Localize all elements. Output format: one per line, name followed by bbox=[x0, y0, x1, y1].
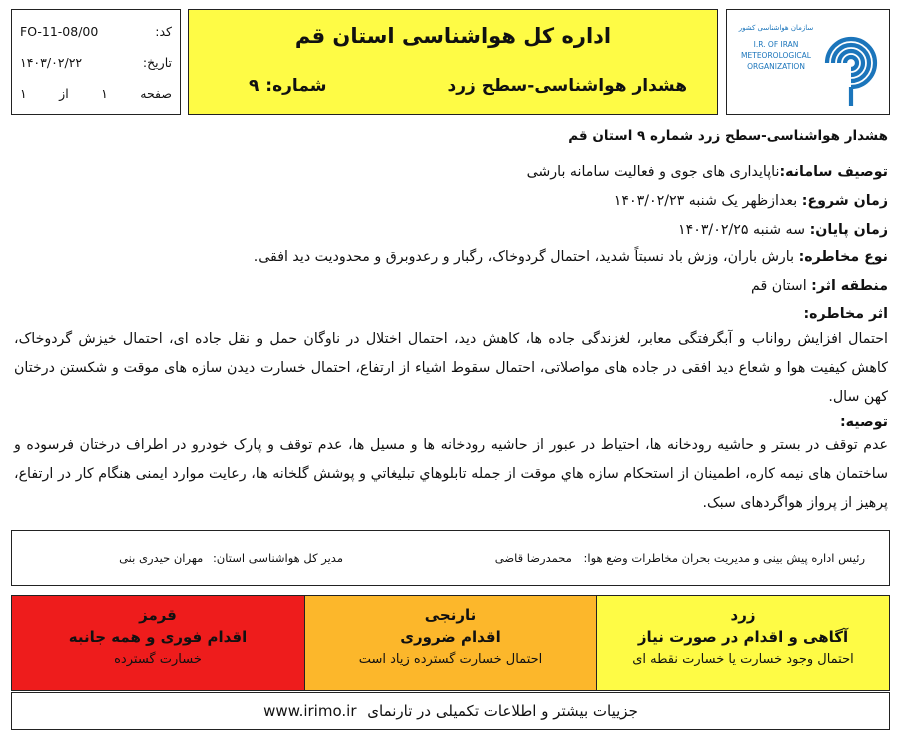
impact-label: اثر مخاطره: bbox=[803, 306, 888, 322]
crisis-head-signature bbox=[495, 551, 865, 565]
warning-number: شماره: ۹ bbox=[249, 76, 327, 96]
signature-box bbox=[11, 530, 890, 586]
logo-en-line3: ORGANIZATION bbox=[747, 62, 805, 71]
director-name: مهران حیدری بنی bbox=[119, 551, 204, 565]
level-yellow-box bbox=[596, 595, 890, 691]
hazard-type-value: بارش باران، وزش باد نسبتاً شدید، احتمال گردوخاک، رگبار و رعدوبرق و محدودیت دید افقی. bbox=[253, 249, 799, 265]
code-row bbox=[20, 16, 172, 47]
level-red-box bbox=[11, 595, 305, 691]
footer bbox=[11, 692, 890, 730]
level-yellow-desc: احتمال وجود خسارت یا خسارت نقطه ای bbox=[632, 652, 854, 667]
code-label: کد: bbox=[155, 24, 172, 39]
level-orange-name: نارنجی bbox=[424, 606, 477, 624]
advice-label: توصیه: bbox=[839, 414, 888, 430]
page-current: ۱ bbox=[101, 86, 108, 101]
code-value: FO-11-08/00 bbox=[20, 24, 99, 39]
website-link[interactable]: www.irimo.ir bbox=[263, 702, 357, 720]
level-orange-desc: احتمال خسارت گسترده زیاد است bbox=[358, 652, 543, 667]
system-value: ناپایداری های جوی و فعالیت سامانه بارشی bbox=[526, 164, 780, 180]
level-red-name: قرمز bbox=[139, 606, 177, 624]
page-of: از bbox=[59, 86, 69, 101]
start-time bbox=[614, 193, 888, 209]
start-label: زمان شروع: bbox=[801, 193, 888, 209]
level-red-desc: خسارت گسترده bbox=[114, 652, 202, 667]
end-time bbox=[678, 222, 888, 238]
logo-fa-text: سازمان هواشناسی کشور bbox=[738, 24, 814, 32]
page-row bbox=[20, 78, 172, 109]
director-signature bbox=[119, 551, 343, 565]
page-title: اداره کل هواشناسی استان قم bbox=[294, 24, 612, 48]
hazard-type-label: نوع مخاطره: bbox=[798, 249, 888, 265]
warning-heading: هشدار هواشناسی-سطح زرد شماره ۹ استان قم bbox=[568, 128, 888, 144]
level-yellow-action: آگاهی و اقدام در صورت نیاز bbox=[637, 628, 849, 646]
impact-text: احتمال افزایش رواناب و آبگرفتگی معابر، لغزندگی جاده ها، کاهش دید، احتمال اختلال در ناوگان حمل و نقل جاده ای، احتمال خیزش گردوخاک، کاهش کیفیت هوا و شعاع دید افقی در جاده های مواصلاتی، احتمال سقوط اشیاء از ارتفاع، احتمال خسارت دیدن سازه های موقت و شکستن درختان کهن سال. bbox=[14, 331, 888, 405]
title-box bbox=[188, 9, 718, 115]
advice-text: عدم توقف در بستر و حاشیه رودخانه ها، احتیاط در عبور از حاشیه رودخانه ها و مسیل ها، عدم توقف و پارک خودرو در اطراف درختان فرسوده و ساختمان های نیمه کاره، اطمینان از استحکام سازه هاي موقت از جمله تابلوهاي تبليغاتي و پوشش گلخانه ها، رعایت موارد ایمنی هنگام کار در ارتفاع، پرهیز از پرواز هواگردهای سبک. bbox=[14, 437, 888, 511]
start-value: بعدازظهر یک شنبه ۱۴۰۳/۰۲/۲۳ bbox=[613, 193, 802, 209]
page-label: صفحه bbox=[140, 86, 172, 101]
page-total: ۱ bbox=[20, 86, 27, 101]
document-meta-box bbox=[11, 9, 181, 115]
crisis-head-label: رئیس اداره پیش بینی و مدیریت بحران مخاطرات وضع هوا: bbox=[583, 551, 865, 565]
level-red-action: اقدام فوری و همه جانبه bbox=[68, 628, 248, 646]
level-yellow-name: زرد bbox=[730, 606, 756, 624]
area-value: استان قم bbox=[751, 278, 812, 294]
system-label: توصیف سامانه: bbox=[779, 164, 888, 180]
hazard-type bbox=[254, 249, 888, 265]
logo-en-line1: I.R. OF IRAN bbox=[753, 40, 799, 49]
end-value: سه شنبه ۱۴۰۳/۰۲/۲۵ bbox=[677, 222, 810, 238]
logo-box bbox=[726, 9, 890, 115]
date-label: تاریخ: bbox=[142, 55, 172, 70]
date-row bbox=[20, 47, 172, 78]
warning-level-title: هشدار هواشناسی-سطح زرد bbox=[447, 76, 687, 96]
date-value: ۱۴۰۳/۰۲/۲۲ bbox=[20, 55, 83, 70]
director-label: مدیر کل هواشناسی استان: bbox=[212, 551, 343, 565]
end-label: زمان پایان: bbox=[809, 222, 888, 238]
impact-area bbox=[751, 278, 888, 294]
footer-text: جزییات بیشتر و اطلاعات تکمیلی در تارنمای bbox=[367, 702, 638, 720]
area-label: منطقه اثر: bbox=[811, 278, 888, 294]
logo-en-line2: METEOROLOGICAL bbox=[741, 51, 811, 60]
level-orange-box bbox=[304, 595, 597, 691]
level-orange-action: اقدام ضروری bbox=[400, 628, 501, 646]
irimo-logo-icon bbox=[819, 18, 883, 108]
crisis-head-name: محمدرضا قاضی bbox=[494, 551, 572, 565]
system-description bbox=[527, 164, 888, 180]
